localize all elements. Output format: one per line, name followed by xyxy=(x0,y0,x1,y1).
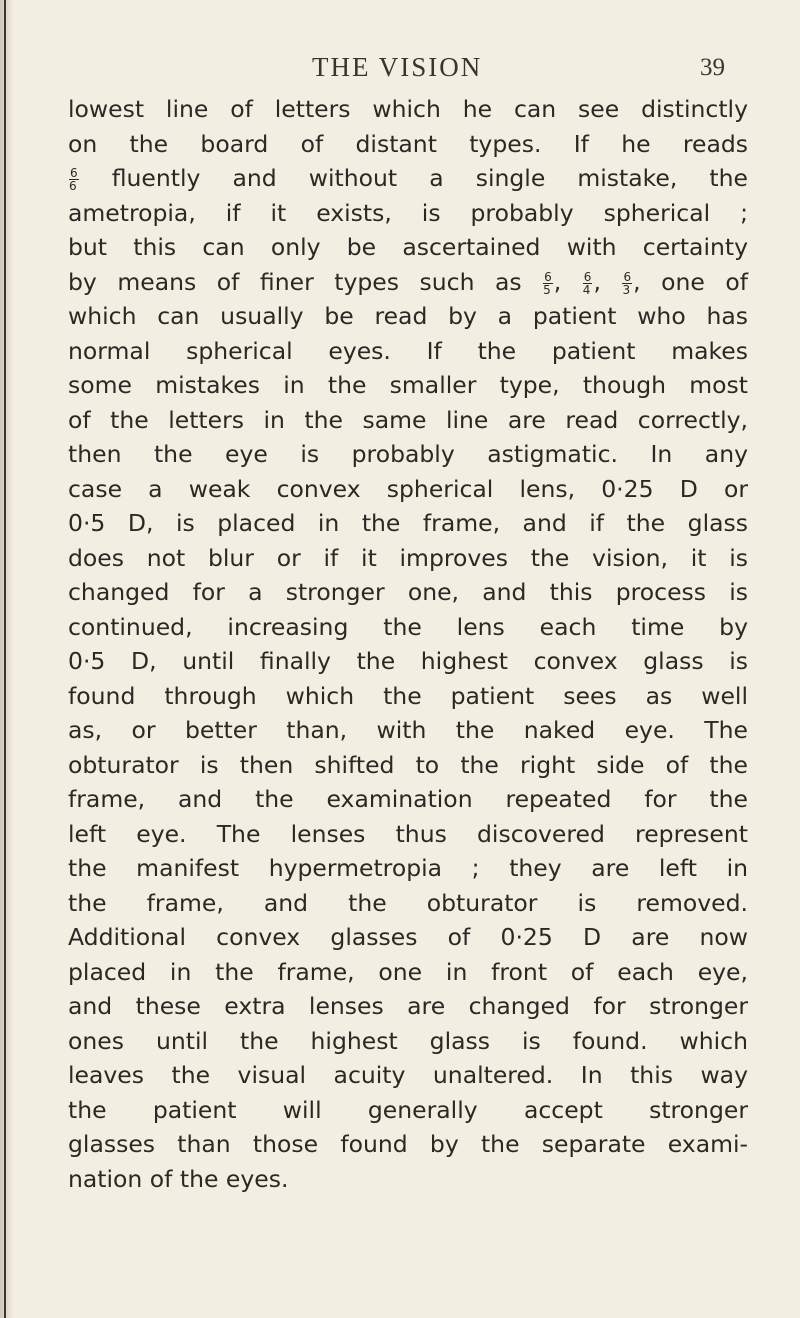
text-line: Additional convex glasses of 0·25 D are now xyxy=(68,923,748,951)
fraction: $\frac{6}{6}$ xyxy=(69,166,78,193)
text-line: continued, increasing the lens each time by xyxy=(68,612,748,641)
text-line: and these extra lenses are changed for stronger xyxy=(68,992,748,1020)
text-line: the patient will generally accept stronger xyxy=(68,1095,748,1124)
fraction: $\frac{6}{3}$ xyxy=(622,269,632,297)
text-line: on the board of distant types. If he reads xyxy=(68,129,748,158)
fraction: $\frac{6}{5}$ xyxy=(543,269,552,297)
text-line: frame, and the examination repeated for the xyxy=(68,785,748,813)
text-line: by means of finer types such as $\frac{6}{5}$ , $\frac{6}{4}$ , $\frac{6}{3}$ , one of xyxy=(68,267,748,297)
text-line: 0·5 D, until finally the highest convex glass is xyxy=(68,647,748,675)
page-number: 39 xyxy=(700,54,725,81)
text-line: normal spherical eyes. If the patient makes xyxy=(68,336,748,365)
text-line: left eye. The lenses thus discovered represent xyxy=(68,819,748,848)
page-header xyxy=(0,52,800,92)
text-line: found through which the patient sees as well xyxy=(68,681,748,710)
text-line: placed in the frame, one in front of each eye, xyxy=(68,957,748,986)
text-line: then the eye is probably astigmatic. In any xyxy=(68,440,748,468)
text-line: ones until the highest glass is found. which xyxy=(68,1026,748,1055)
text-line: but this can only be ascertained with certainty xyxy=(68,233,748,261)
text-line: glasses than those found by the separate exami- xyxy=(68,1130,748,1158)
running-title: THE VISION xyxy=(312,52,483,82)
text-line: the manifest hypermetropia ; they are left in xyxy=(68,854,748,882)
text-line: 0·5 D, is placed in the frame, and if the glass xyxy=(68,509,748,537)
text-line: case a weak convex spherical lens, 0·25 D or xyxy=(68,474,748,503)
text-line: does not blur or if it improves the vision, it is xyxy=(68,543,748,572)
text-line: as, or better than, with the naked eye. The xyxy=(68,716,748,744)
text-line: which can usually be read by a patient who has xyxy=(68,302,748,330)
text-line: $\frac{6}{6}$ fluently and without a single mistake, the xyxy=(69,164,748,193)
text-line: ametropia, if it exists, is probably spherical ; xyxy=(68,198,748,227)
body-text xyxy=(68,92,748,1196)
text-line: changed for a stronger one, and this process is xyxy=(68,578,748,606)
text-line: obturator is then shifted to the right side of the xyxy=(68,750,748,779)
page-binding-shadow xyxy=(0,0,14,1318)
text-line: some mistakes in the smaller type, though most xyxy=(68,371,748,399)
page-binding-edge xyxy=(4,0,6,1318)
text-line: the frame, and the obturator is removed. xyxy=(68,888,748,917)
fraction: $\frac{6}{4}$ xyxy=(582,269,592,297)
text-line: nation of the eyes. xyxy=(68,1164,289,1193)
text-line: lowest line of letters which he can see distinctly xyxy=(68,95,748,123)
text-line: of the letters in the same line are read correctly, xyxy=(68,405,748,434)
text-line: leaves the visual acuity unaltered. In this way xyxy=(68,1061,748,1089)
